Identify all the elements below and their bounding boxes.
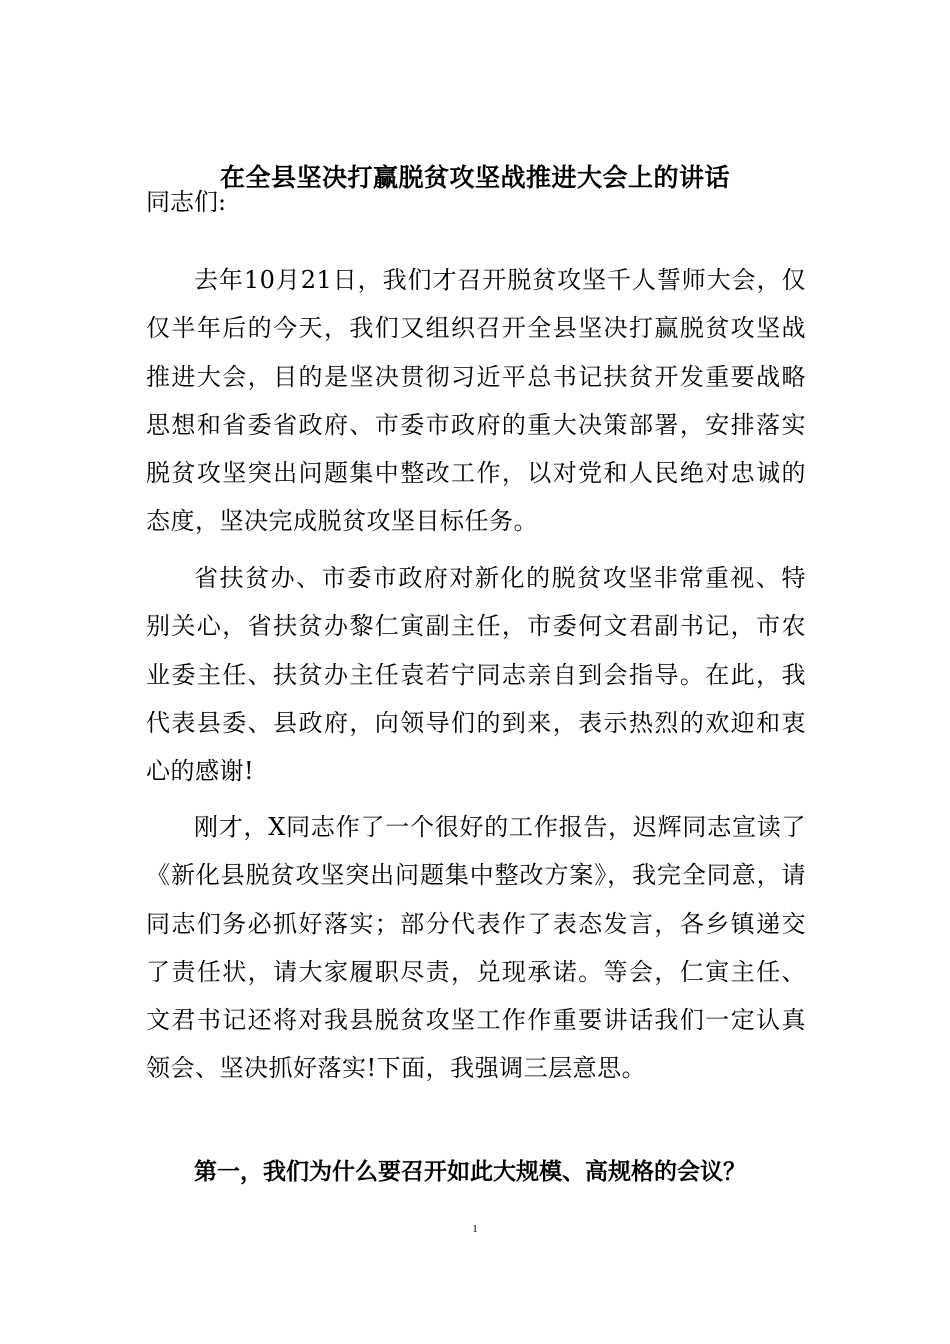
paragraph-welcome: 省扶贫办、市委市政府对新化的脱贫攻坚非常重视、特别关心，省扶贫办黎仁寅副主任，市委何文君副书记，市农业委主任、扶贫办主任袁若宁同志亲自到会指导。在此，我代表县委、县政府，向领导们的到来，表示热烈的欢迎和衷心的感谢!	[146, 564, 806, 786]
document-title: 在全县坚决打赢脱贫攻坚战推进大会上的讲话	[219, 163, 730, 192]
paragraph-report: 刚才，X同志作了一个很好的工作报告，迟辉同志宣读了《新化县脱贫攻坚突出问题集中整改方案》，我完全同意，请同志们务必抓好落实；部分代表作了表态发言，各乡镇递交了责任状，请大家履职尽责，兑现承诺。等会，仁寅主任、文君书记还将对我县脱贫攻坚工作作重要讲话我们一定认真领会、坚决抓好落实!下面，我强调三层意思。	[146, 813, 806, 1083]
page-number: 1	[472, 1223, 478, 1235]
paragraph-opening: 去年10月21日，我们才召开脱贫攻坚千人誓师大会，仅仅半年后的今天，我们又组织召开全县坚决打赢脱贫攻坚战推进大会，目的是坚决贯彻习近平总书记扶贫开发重要战略思想和省委省政府、市委市政府的重大决策部署，安排落实脱贫攻坚突出问题集中整改工作，以对党和人民绝对忠诚的态度，坚决完成脱贫攻坚目标任务。	[146, 266, 806, 536]
section-heading: 第一，我们为什么要召开如此大规模、高规格的会议？	[194, 1159, 746, 1185]
salutation: 同志们:	[146, 188, 227, 216]
